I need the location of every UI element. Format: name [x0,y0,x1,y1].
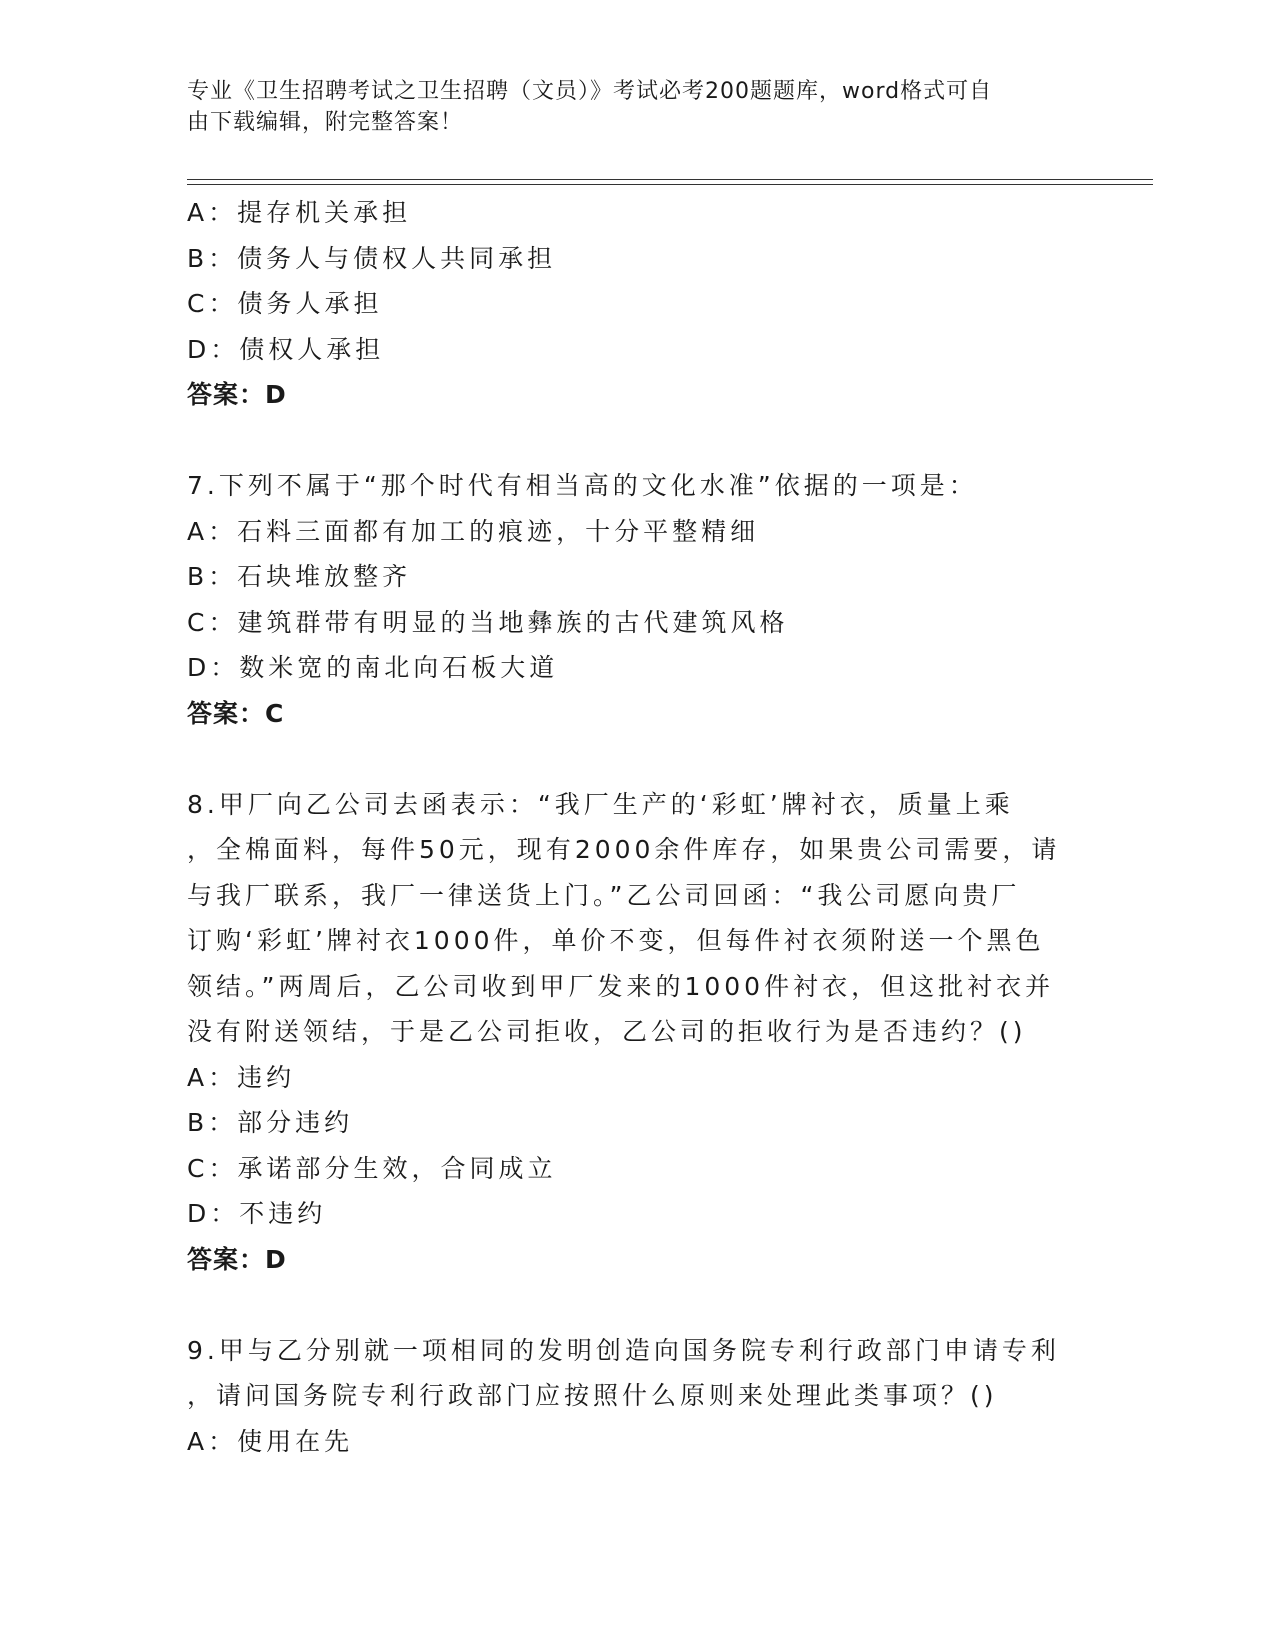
question-stem-line: 领结。”两周后，乙公司收到甲厂发来的1000件衬衣，但这批衬衣并 [187,971,1055,1001]
question-stem-line: 9.甲与乙分别就一项相同的发明创造向国务院专利行政部门申请专利 [187,1335,1060,1365]
header-divider-top [187,179,1153,180]
question-7 [187,463,1087,736]
answer: 答案：D [187,380,287,409]
question-8 [187,782,1087,1283]
question-9 [187,1328,1087,1465]
option-d: D：数米宽的南北向石板大道 [187,653,559,682]
option-b: B：石块堆放整齐 [187,562,412,591]
option-b: B：部分违约 [187,1108,354,1137]
option-a: A：石料三面都有加工的痕迹，十分平整精细 [187,516,760,546]
option-c: C：债务人承担 [187,289,383,318]
header-divider-bottom [187,184,1153,185]
spacer [187,1282,1087,1328]
option-a: A：提存机关承担 [187,198,412,227]
spacer [187,736,1087,782]
question-6 [187,190,1087,418]
question-stem-line: ，请问国务院专利行政部门应按照什么原则来处理此类事项？() [187,1381,998,1410]
question-stem-line: ，全棉面料，每件50元，现有2000余件库存，如果贵公司需要，请 [187,835,1061,864]
header-line-2: 由下载编辑，附完整答案！ [187,110,464,135]
answer: 答案：C [187,698,285,728]
question-stem-line: 订购‘彩虹’牌衬衣1000件，单价不变，但每件衬衣须附送一个黑色 [187,926,1045,955]
option-d: D：不违约 [187,1199,327,1228]
question-stem-line: 没有附送领结，于是乙公司拒收，乙公司的拒收行为是否违约？() [187,1017,1027,1046]
question-stem: 7.下列不属于“那个时代有相当高的文化水准”依据的一项是： [187,471,978,500]
option-d: D：债权人承担 [187,334,385,364]
option-a: A：违约 [187,1062,296,1092]
option-c: C：建筑群带有明显的当地彝族的古代建筑风格 [187,607,789,637]
question-stem-line: 与我厂联系，我厂一律送货上门。”乙公司回函：“我公司愿向贵厂 [187,880,1021,910]
document-header [187,76,1067,138]
option-a: A：使用在先 [187,1426,354,1456]
option-b: B：债务人与债权人共同承担 [187,243,557,273]
spacer [187,418,1087,464]
question-stem-line: 8.甲厂向乙公司去函表示：“我厂生产的‘彩虹’牌衬衣，质量上乘 [187,789,1014,819]
question-list [187,190,1087,1464]
answer: 答案：D [187,1244,287,1274]
option-c: C：承诺部分生效，合同成立 [187,1153,557,1183]
header-line-1: 专业《卫生招聘考试之卫生招聘（文员）》考试必考200题题库，word格式可自 [187,79,993,104]
